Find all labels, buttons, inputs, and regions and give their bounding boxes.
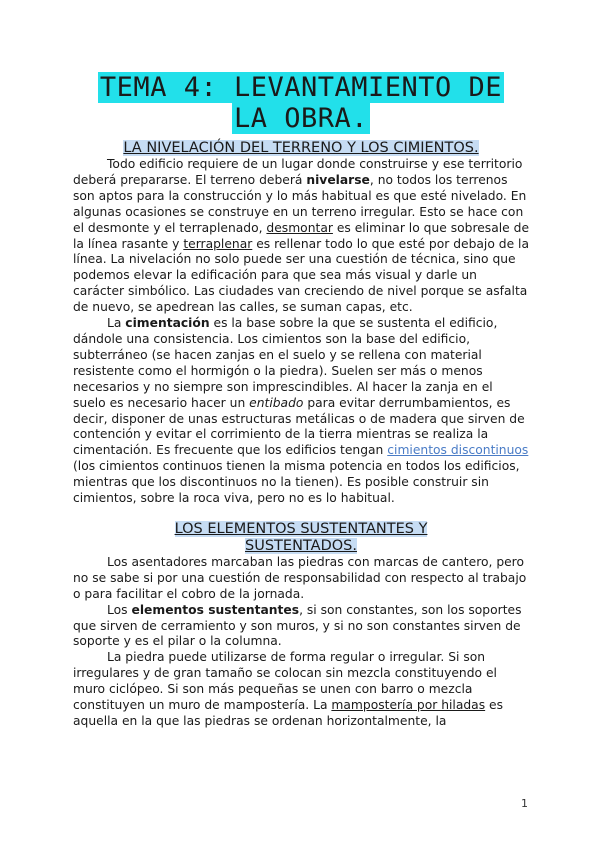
paragraph-piedra: La piedra puede utilizarse de forma regular o irregular. Si son irregulares y de gran tamaño se colocan sin mezcla constituyendo el muro ciclópeo. Si son más pequeñas se unen con barro o mezcla constituyen un muro de mampostería. La mampostería por hiladas es aquella en la que las piedras se ordenan horizontalmente, la — [73, 650, 504, 728]
paragraph-sustentantes: Los elementos sustentantes, si son constantes, son los soportes que sirven de cerramiento y son muros, y si no son constantes sirven de soporte y es el pilar o la columna. — [73, 602, 522, 649]
title-line-1: TEMA 4: LEVANTAMIENTO DE — [99, 72, 503, 103]
document-page — [73, 72, 529, 730]
page-title — [73, 72, 529, 134]
paragraph-nivelacion: Todo edificio requiere de un lugar donde construirse y ese territorio deberá prepararse. El terreno deberá nivelarse, no todos los terrenos son aptos para la construcción y lo más habitual es que esté nivelado. En algunas ocasiones se construye en un terreno irregular. Esto se hace con el desmonte y el terraplenado, desmontar es eliminar lo que sobresale de la línea rasante y terraplenar es rellenar todo lo que esté por debajo de la línea. La nivelación no solo puede ser una cuestión de técnica, sino que podemos elevar la edificación para que sea más visual y darle un carácter simbólico. Las ciudades van creciendo de nivel porque se asfalta de nuevo, se apedrean las calles, se suman capas, etc. — [73, 157, 530, 315]
section-heading-nivelacion: LA NIVELACIÓN DEL TERRENO Y LOS CIMIENTOS. — [123, 140, 479, 156]
paragraph-cimentacion: La cimentación es la base sobre la que se sustenta el edificio, dándole una consistencia. Los cimientos son la base del edificio, subterráneo (se hacen zanjas en el suelo y se rellena con material resistente como el hormigón o la piedra). Suelen ser más o menos necesarios y no siempre son imprescindibles. Al hacer la zanja en el suelo es necesario hacer un entibado para evitar derrumbamientos, es decir, disponer de unas estructuras metálicas o de madera que sirven de contención y evitar el corrimiento de la tierra mientras se realiza la cimentación. Es frecuente que los edificios tengan cimientos discontinuos (los cimientos continuos tienen la misma potencia en todos los edificios, mientras que los discontinuos no la tienen). Es posible construir sin cimientos, sobre la roca viva, pero no es lo habitual. — [73, 316, 529, 506]
title-line-2: LA OBRA. — [233, 103, 369, 134]
page-number: 1 — [521, 797, 528, 810]
section-heading-elementos: LOS ELEMENTOS SUSTENTANTES Y SUSTENTADOS. — [174, 520, 428, 554]
cimientos-discontinuos-link[interactable]: cimientos discontinuos — [387, 443, 529, 458]
paragraph-asentadores: Los asentadores marcaban las piedras con marcas de cantero, pero no se sabe si por una cuestión de responsabilidad con respecto al trabajo o para facilitar el cobro de la jornada. — [73, 554, 527, 601]
